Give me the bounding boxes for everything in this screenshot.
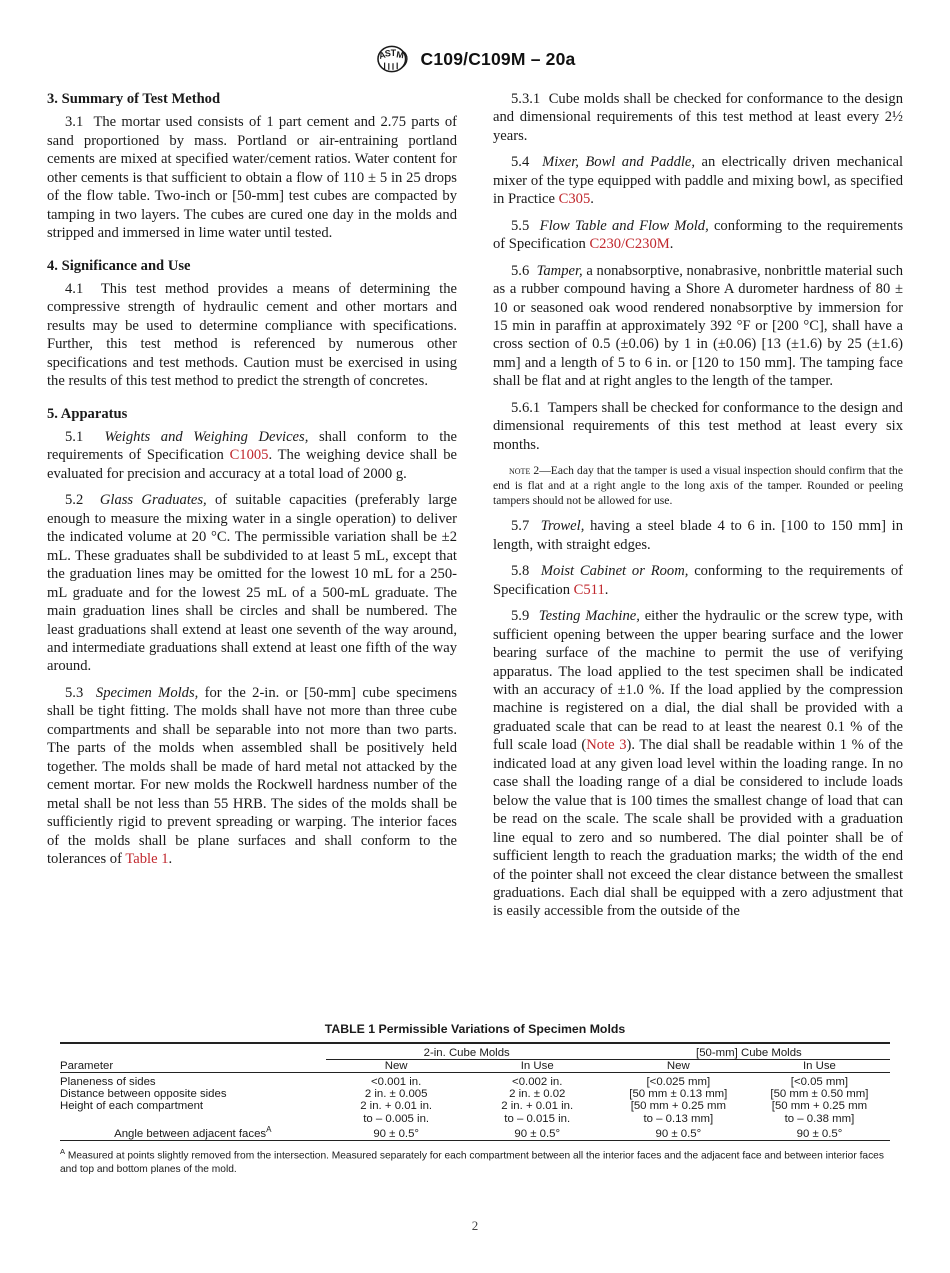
paragraph-5-6 (493, 262, 903, 391)
paragraph-5-4 (493, 153, 903, 208)
paragraph-text-cont: ). The dial shall be readable within 1 % of the indicated load at any given load level within the loading range. In no case shall the loading range of a dial be considered to include loads below the value that is 100 times the smallest change of load that can be read on the scale. The scale shall be provided with a graduation line equal to zero and so numbered. The dial pointer shall be of sufficient length to reach the graduation marks; the width of the end of the pointer shall not exceed the clear distance between the smallest graduations. Each dial shall be equipped with a zero adjustment that is easily accessible from the outside of the (493, 737, 903, 920)
paragraph-number: 5.1 (65, 429, 84, 446)
paragraph-text-cont: . (604, 581, 609, 598)
table-cell-parameter-text: Angle between adjacent faces (114, 1127, 267, 1140)
paragraph-term: Weights and Weighing Devices, (104, 429, 309, 446)
table-cell-value: 90 ± 0.5° (796, 1127, 843, 1140)
table-row (60, 1125, 890, 1140)
table-cell-value: [<0.05 mm] (790, 1076, 849, 1088)
cross-reference-table-1[interactable]: Table 1 (125, 850, 169, 867)
table-cell-value: <0.001 in. (370, 1076, 422, 1088)
page-number: 2 (471, 1218, 479, 1233)
note-text: 2—Each day that the tamper is used a visual inspection should confirm that the end is flat and at a right angle to the long axis of the tamper. Rounded or peeling tampers should not be allowed for use. (493, 464, 903, 508)
table-header-inuse-imperial: In Use (520, 1060, 554, 1072)
cross-reference-c511[interactable]: C511 (573, 581, 605, 598)
paragraph-3-1 (47, 113, 457, 242)
paragraph-number: 5.3 (65, 684, 84, 701)
paragraph-5-9 (493, 607, 903, 921)
paragraph-text-cont: . (590, 191, 594, 208)
paragraph-text-cont: . (168, 850, 173, 867)
paragraph-text: having a steel blade 4 to 6 in. [100 to 150 mm] in length, with straight edges. (493, 518, 904, 553)
section-heading-5: 5. Apparatus (47, 405, 128, 422)
paragraph-text: a nonabsorptive, nonabrasive, nonbrittle material such as a rubber compound having a Shore A durometer hardness of 80 ± 10 or seasoned oak wood rendered nonabsorptive by immersion for 15 min in paraffin at approximately 392 °F or [200 °C], shall have a cross section of 0.5 (±0.06) by 1 in (±0.06) [13 (±1.6) by 25 (±1.6) mm] and a length of 5 to 6 in. or [120 to 150 mm]. The tamping face shall be flat and at right angles to the length of the tamper. (493, 262, 903, 390)
table-cell-value-cont: to – 0.38 mm] (784, 1113, 855, 1125)
table-cell-parameter: Distance between opposite sides (60, 1088, 227, 1100)
left-column (47, 90, 457, 990)
table-group-header-imperial: 2-in. Cube Molds (326, 1047, 608, 1060)
table-cell-value: 90 ± 0.5° (514, 1127, 561, 1140)
paragraph-text-cont: . The weighing device shall be evaluated for precision and accuracy at a total load of 2000 g. (47, 447, 457, 482)
paragraph-number: 5.8 (511, 563, 530, 580)
table-row (60, 1088, 890, 1100)
cross-reference-c305[interactable]: C305 (558, 191, 591, 208)
paragraph-5-1 (47, 428, 457, 483)
table-cell-value: [<0.025 mm] (646, 1076, 711, 1088)
table-cell-parameter (60, 1125, 326, 1140)
table-1-container (60, 1022, 890, 1176)
paragraph-number: 4.1 (65, 280, 84, 297)
right-column (493, 90, 903, 990)
table-cell-value: [50 mm ± 0.50 mm] (770, 1088, 869, 1100)
table-cell-value-cont: to – 0.005 in. (363, 1113, 430, 1125)
paragraph-number: 5.2 (65, 492, 84, 509)
table-cell-value-cont: to – 0.13 mm] (643, 1113, 714, 1125)
paragraph-5-7 (493, 517, 903, 554)
paragraph-text: Cube molds shall be checked for conformance to the design and dimensional requirements of this test method at least every 2½ years. (493, 91, 903, 144)
paragraph-text: of suitable capacities (preferably large enough to measure the mixing water in a single operation) to deliver the indicated volume at 20 °C. The permissible variation shall be ±2 mL. These graduates shall be subdivided to at least 5 mL, except that the graduation lines may be omitted for the lowest 10 mL for a 250-mL graduate and for the lowest 25 mL of a 500-mL graduate. The main graduation lines shall be circles and shall be numbered. The least graduations shall extend at least one seventh of the way around, and intermediate graduations shall extend at least one fifth of the way around. (47, 492, 457, 675)
svg-text:S: S (383, 48, 391, 59)
table-1 (60, 1042, 890, 1143)
svg-text:A: A (377, 49, 387, 61)
paragraph-term: Mixer, Bowl and Paddle, (542, 154, 696, 171)
paragraph-text: either the hydraulic or the screw type, with sufficient opening between the upper bearing surface and the lower bearing surface of the machine to permit the use of verifying apparatus. The load applied to the test specimen shall be indicated with an accuracy of ±1.0 %. If the load applied by the compression machine is registered on a dial, the dial shall be provided with a graduated scale that can be read to at least the nearest 0.1 % of the full scale load ( (493, 608, 903, 754)
paragraph-text: conforming to the requirements of Specification (493, 217, 904, 253)
table-group-header-metric: [50-mm] Cube Molds (608, 1047, 890, 1060)
section-heading-4: 4. Significance and Use (47, 257, 191, 274)
footnote-text: Measured at points slightly removed from the intersection. Measured separately for each compartment between all the interior faces and the adjacent face and between interior faces and top and bottom planes of the mold. (60, 1150, 884, 1175)
note-label: note (509, 464, 531, 478)
note-2 (493, 463, 903, 508)
paragraph-text: The mortar used consists of 1 part cement and 2.75 parts of sand proportioned by mass. Portland or air-entraining portland cements are mixed at specified water/cement ratios. Water content for other cements is that sufficient to obtain a flow of 110 ± 5 in 25 drops of the flow table. Two-inch or [50-mm] test cubes are compacted by tamping in two layers. The cubes are cured one day in the molds and stripped and immersed in lime water until tested. (47, 114, 457, 242)
table-header-inuse-metric: In Use (802, 1060, 836, 1072)
paragraph-number: 5.5 (511, 217, 530, 234)
document-designation: C109/C109M – 20a (420, 48, 576, 69)
paragraph-number: 5.6.1 (511, 399, 541, 416)
paragraph-5-3 (47, 684, 457, 869)
paragraph-4-1 (47, 280, 457, 391)
cross-reference-note-3[interactable]: Note 3 (586, 737, 627, 754)
paragraph-5-5 (493, 217, 903, 254)
table-cell-value: [50 mm + 0.25 mm (630, 1100, 726, 1112)
paragraph-number: 5.3.1 (511, 91, 541, 107)
paragraph-number: 3.1 (65, 114, 84, 131)
table-cell-value: <0.002 in. (512, 1076, 563, 1088)
paragraph-text: conforming to the requirements of Specification (493, 563, 903, 598)
table-title: TABLE 1 Permissible Variations of Specimen Molds (324, 1022, 626, 1036)
table-cell-value-cont: to – 0.015 in. (504, 1113, 571, 1125)
paragraph-term: Specimen Molds, (95, 684, 199, 701)
table-cell-parameter: Height of each compartment (60, 1100, 204, 1112)
table-row (60, 1076, 890, 1088)
paragraph-text: an electrically driven mechanical mixer of the type equipped with paddle and mixing bowl, as specified in Practice (493, 154, 904, 208)
cross-reference-c230[interactable]: C230/C230M (589, 236, 670, 253)
table-column-header-row (60, 1060, 890, 1073)
paragraph-number: 5.4 (511, 154, 530, 171)
table-cell-value: 2 in. ± 0.02 (509, 1088, 566, 1100)
paragraph-5-2 (47, 491, 457, 676)
table-bottom-rule (60, 1140, 890, 1143)
paragraph-term: Flow Table and Flow Mold, (539, 217, 709, 234)
table-cell-value: [50 mm ± 0.13 mm] (629, 1088, 728, 1100)
paragraph-number: 5.6 (511, 262, 530, 279)
paragraph-number: 5.9 (511, 608, 530, 625)
astm-logo-icon (375, 44, 411, 74)
table-cell-value: [50 mm + 0.25 mm (771, 1100, 868, 1112)
table-header-new-metric: New (666, 1060, 690, 1072)
table-cell-value: 2 in. + 0.01 in. (501, 1100, 574, 1112)
svg-text:T: T (390, 48, 396, 58)
table-header-new-imperial: New (384, 1060, 408, 1072)
paragraph-text: shall conform to the requirements of Specification (47, 429, 458, 464)
paragraph-text-cont: . (669, 236, 674, 253)
table-group-header-row (60, 1047, 890, 1060)
paragraph-term: Tamper, (536, 262, 583, 279)
paragraph-number: 5.7 (511, 518, 530, 535)
document-header (0, 44, 950, 74)
table-cell-value: 90 ± 0.5° (655, 1127, 702, 1140)
paragraph-text: This test method provides a means of determining the compressive strength of hydraulic cement and other mortars and results may be used to determine compliance with specifications. Further, this test method is referenced by numerous other specifications and test methods. Caution must be exercised in using the results of this test method to predict the strength of concretes. (47, 280, 457, 390)
table-cell-parameter: Planeness of sides (60, 1076, 156, 1088)
paragraph-text: Tampers shall be checked for conformance to the design and dimensional requirements of this test method at least every six months. (493, 399, 903, 453)
footnote-marker: A (266, 1125, 272, 1134)
paragraph-term: Testing Machine, (538, 608, 640, 625)
table-cell-value: 2 in. ± 0.005 (364, 1088, 428, 1100)
paragraph-5-6-1 (493, 399, 903, 454)
footnote-marker: A (60, 1146, 66, 1156)
table-cell-value: 2 in. + 0.01 in. (360, 1100, 433, 1112)
body-columns (47, 90, 903, 990)
cross-reference-c1005[interactable]: C1005 (229, 447, 269, 464)
table-row (60, 1100, 890, 1112)
table-header-parameter: Parameter (60, 1060, 114, 1072)
paragraph-term: Moist Cabinet or Room, (540, 563, 689, 580)
paragraph-5-8 (493, 562, 903, 599)
paragraph-5-3-1 (493, 90, 903, 145)
paragraph-term: Trowel, (540, 518, 585, 535)
section-heading-3: 3. Summary of Test Method (47, 91, 221, 107)
table-row-continuation (60, 1112, 890, 1125)
paragraph-term: Glass Graduates, (99, 492, 207, 509)
svg-text:M: M (395, 49, 405, 61)
table-cell-value: 90 ± 0.5° (373, 1127, 419, 1140)
paragraph-text: for the 2-in. or [50-mm] cube specimens shall be tight fitting. The molds shall have not more than three cube compartments and shall be separable into not more than two parts. The parts of the molds when assembled shall be positively held together. The molds shall be made of hard metal not attacked by the cement mortar. For new molds the Rockwell hardness number of the metal shall be not less than 55 HRB. The sides of the molds shall be sufficiently rigid to prevent spreading or warping. The interior faces of the molds shall be plane surfaces and shall conform to the tolerances of (47, 684, 458, 867)
table-footnote (60, 1147, 890, 1176)
